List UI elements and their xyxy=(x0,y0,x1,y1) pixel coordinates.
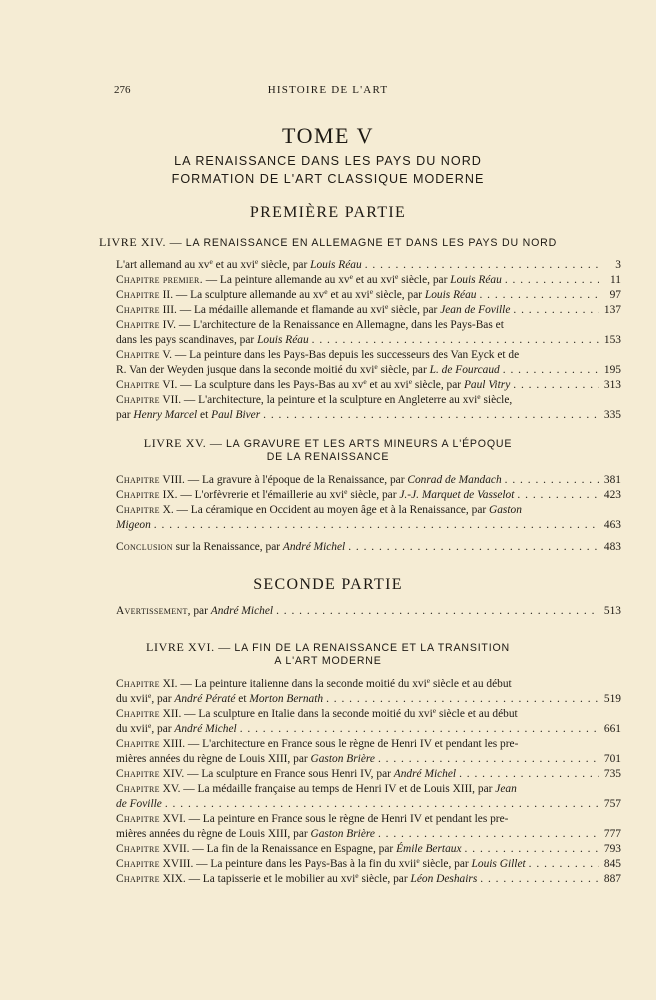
toc-entry-chapitre-1: Chapitre premier. — La peinture allemande au $xv^e$ et au xvi$^e$ siècle, par Louis Réau . . . 11 xyxy=(116,274,621,288)
chapter-label: Chapitre xyxy=(116,394,160,406)
livre-number: LIVRE XIV. — xyxy=(98,235,183,249)
livre-16-heading-line-2: A L'ART MODERNE xyxy=(274,655,382,667)
author: Migeon xyxy=(116,519,151,531)
author: Gaston Brière xyxy=(310,828,375,840)
author: Louis Réau xyxy=(310,259,362,271)
toc-entry-chapitre-5: Chapitre V. — La peinture dans les Pays-Bas depuis les successeurs des Van Eyck et de R. Van der Weyden jusque dans la seconde moitié du xvi$^e$ siècle, par L. de Fourcaud . . . 195 xyxy=(116,349,621,378)
tome-subtitle-2: FORMATION DE L'ART CLASSIQUE MODERNE xyxy=(171,172,485,186)
leader-dots xyxy=(263,409,599,423)
leader-dots xyxy=(165,798,599,812)
leader-dots xyxy=(378,753,599,767)
livre-14-heading xyxy=(0,235,656,250)
leader-dots xyxy=(529,858,599,872)
page-ref: 313 xyxy=(603,379,621,391)
page-ref: 735 xyxy=(603,768,621,780)
leader-dots xyxy=(326,693,599,707)
chapter-label: Chapitre xyxy=(116,843,160,855)
author: Jean de Foville xyxy=(440,304,511,316)
page-ref: 3 xyxy=(615,259,621,271)
toc-entry-chapitre-13: Chapitre XIII. — L'architecture en France sous le règne de Henri IV et pendant les pre- mières années du règne de Louis XIII, par Gaston Brière . . . 701 xyxy=(116,738,621,767)
toc-entry-chapitre-10: Chapitre X. — La céramique en Occident au moyen âge et à la Renaissance, par Gaston Migeon . . . 463 xyxy=(116,504,621,533)
chapter-label: Chapitre xyxy=(116,319,160,331)
author: André Michel xyxy=(393,768,457,780)
author: Paul Biver xyxy=(211,409,261,421)
toc-entry-chapitre-11: Chapitre XI. — La peinture italienne dans la seconde moitié du xvi$^e$ siècle et au début du xvii$^e$, par André Pératé et Morton Bernath . . . 519 xyxy=(116,678,621,707)
page-ref: 793 xyxy=(603,843,621,855)
part-1-heading: PREMIÈRE PARTIE xyxy=(249,204,407,221)
author: Émile Bertaux xyxy=(396,843,462,855)
leader-dots xyxy=(378,828,599,842)
page-ref: 381 xyxy=(603,474,621,486)
toc-entry-chapitre-8: Chapitre VIII. — La gravure à l'époque de la Renaissance, par Conrad de Mandach . . . 381 xyxy=(116,474,621,488)
chapter-label: Chapitre xyxy=(116,504,160,516)
page-ref: 463 xyxy=(603,519,621,531)
toc-entry-chapitre-6: Chapitre VI. — La sculpture dans les Pays-Bas au $xv^e$ et au xvi$^e$ siècle, par Paul Vitry . . . 313 xyxy=(116,379,621,393)
toc-entry-chapitre-17: Chapitre XVII. — La fin de la Renaissance en Espagne, par Émile Bertaux . . . 793 xyxy=(116,843,621,857)
tome-subtitle-1: LA RENAISSANCE DANS LES PAYS DU NORD xyxy=(174,154,482,168)
toc-entry-chapitre-9: Chapitre IX. — L'orfèvrerie et l'émaillerie au xvi$^e$ siècle, par J.-J. Marquet de Vasselot . . . 423 xyxy=(116,489,621,503)
author: Louis Réau xyxy=(257,334,309,346)
author: Conrad de Mandach xyxy=(407,474,502,486)
livre-number: LIVRE XV. — xyxy=(143,436,223,450)
toc-entry-chapitre-19: Chapitre XIX. — La tapisserie et le mobilier au xvi$^e$ siècle, par Léon Deshairs . . . 887 xyxy=(116,873,621,887)
chapter-label: Chapitre xyxy=(116,678,160,690)
chapter-label: Chapitre xyxy=(116,738,160,750)
chapter-label: Chapitre xyxy=(116,379,160,391)
running-title: HISTOIRE DE L'ART xyxy=(267,84,389,96)
toc-entry-chapitre-4: Chapitre IV. — L'architecture de la Renaissance en Allemagne, dans les Pays-Bas et dans les pays scandinaves, par Louis Réau . . . 153 xyxy=(116,319,621,348)
chapter-label: Chapitre premier. xyxy=(116,274,203,286)
author: Paul Vitry xyxy=(463,379,511,391)
page-ref: 513 xyxy=(603,605,621,617)
leader-dots xyxy=(480,873,599,887)
page-number: 276 xyxy=(114,84,131,96)
author: Morton Bernath xyxy=(249,693,324,705)
page-ref: 777 xyxy=(603,828,621,840)
leader-dots xyxy=(365,259,599,273)
livre-title: LA RENAISSANCE EN ALLEMAGNE ET DANS LES PAYS DU NORD xyxy=(185,237,558,249)
chapter-label: Chapitre xyxy=(116,349,160,361)
toc-entry-chapitre-7: Chapitre VII. — L'architecture, la peinture et la sculpture en Angleterre au xvi$^e$ siècle, par Henry Marcel et Paul Biver . . . 335 xyxy=(116,394,621,423)
leader-dots xyxy=(348,541,599,555)
chapter-label: Chapitre xyxy=(116,304,160,316)
livre-number: LIVRE XVI. — xyxy=(146,640,231,654)
author: André Michel xyxy=(210,605,274,617)
chapter-label: Chapitre xyxy=(116,858,160,870)
leader-dots xyxy=(505,474,599,488)
chapter-label: Chapitre xyxy=(116,708,160,720)
page-ref: 483 xyxy=(603,541,621,553)
author: Louis Réau xyxy=(424,289,477,301)
author: Louis Réau xyxy=(450,274,502,286)
page-ref: 97 xyxy=(609,289,621,301)
toc-entry-avertissement: Avertissement, par André Michel . . . 513 xyxy=(116,605,621,619)
toc-entry-chapitre-12: Chapitre XII. — La sculpture en Italie dans la seconde moitié du xvi$^e$ siècle et au début du xvii$^e$, par André Michel . . . 661 xyxy=(116,708,621,737)
author: Gaston Brière xyxy=(310,753,375,765)
page-ref: 661 xyxy=(603,723,621,735)
chapter-label: Chapitre xyxy=(116,813,160,825)
page-ref: 757 xyxy=(603,798,621,810)
toc-entry-chapitre-3: Chapitre III. — La médaille allemande et flamande au xvi$^e$ siècle, par Jean de Foville . . . 137 xyxy=(116,304,621,318)
leader-dots xyxy=(459,768,599,782)
toc-entry-chapitre-15: Chapitre XV. — La médaille française au temps de Henri IV et de Louis XIII, par Jean de Foville . . . 757 xyxy=(116,783,621,812)
author: André Michel xyxy=(282,541,346,553)
author: André Pératé xyxy=(174,693,236,705)
toc-entry-chapitre-14: Chapitre XIV. — La sculpture en France sous Henri IV, par André Michel . . . 735 xyxy=(116,768,621,782)
page-ref: 887 xyxy=(603,873,621,885)
toc-entry-chapitre-2: Chapitre II. — La sculpture allemande au $xv^e$ et au xvi$^e$ siècle, par Louis Réau . . . 97 xyxy=(116,289,621,303)
page-ref: 423 xyxy=(603,489,621,501)
leader-dots xyxy=(479,289,599,303)
author: Henry Marcel xyxy=(133,409,198,421)
author: Louis Gillet xyxy=(471,858,526,870)
page-ref: 195 xyxy=(603,364,621,376)
livre-15-heading-line-2: DE LA RENAISSANCE xyxy=(266,451,390,463)
leader-dots xyxy=(154,519,599,533)
livre-title: LA GRAVURE ET LES ARTS MINEURS A L'ÉPOQUE xyxy=(225,438,513,450)
chapter-label: Chapitre xyxy=(116,474,160,486)
part-2-heading: SECONDE PARTIE xyxy=(253,576,403,593)
page-ref: 845 xyxy=(603,858,621,870)
author: J.-J. Marquet de Vasselot xyxy=(399,489,515,501)
chapter-label: Chapitre xyxy=(116,873,160,885)
chapter-label: Avertissement xyxy=(116,605,188,617)
toc-entry-chapitre-16: Chapitre XVI. — La peinture en France sous le règne de Henri IV et pendant les pre- mières années du règne de Louis XIII, par Gaston Brière . . . 777 xyxy=(116,813,621,842)
author: Gaston xyxy=(489,504,522,516)
livre-15-heading xyxy=(0,436,656,451)
author: L. de Fourcaud xyxy=(429,364,500,376)
leader-dots xyxy=(240,723,599,737)
author: Léon Deshairs xyxy=(410,873,478,885)
author: André Michel xyxy=(174,723,237,735)
leader-dots xyxy=(517,489,599,503)
leader-dots xyxy=(503,364,599,378)
page-ref: 137 xyxy=(603,304,621,316)
running-header xyxy=(0,84,656,98)
livre-16-heading xyxy=(0,640,656,655)
livre-title: LA FIN DE LA RENAISSANCE ET LA TRANSITION xyxy=(234,642,510,654)
tome-title: TOME V xyxy=(282,123,374,148)
leader-dots xyxy=(513,379,599,393)
leader-dots xyxy=(312,334,599,348)
page-ref: 519 xyxy=(603,693,621,705)
leader-dots xyxy=(513,304,599,318)
toc-entry-conclusion: Conclusion sur la Renaissance, par André Michel . . . 483 xyxy=(116,541,621,555)
chapter-label: Chapitre xyxy=(116,289,160,301)
leader-dots xyxy=(505,274,599,288)
page-ref: 335 xyxy=(603,409,621,421)
toc-entry-chapitre-18: Chapitre XVIII. — La peinture dans les Pays-Bas à la fin du xvii$^e$ siècle, par Louis Gillet . . . 845 xyxy=(116,858,621,872)
page-ref: 11 xyxy=(610,274,621,286)
author: Jean xyxy=(495,783,517,795)
leader-dots xyxy=(465,843,599,857)
chapter-label: Chapitre xyxy=(116,783,160,795)
toc-entry-intro: L'art allemand au $xv^e$ et au xvi$^e$ siècle, par Louis Réau . . . 3 xyxy=(116,259,621,273)
leader-dots xyxy=(276,605,599,619)
chapter-label: Conclusion xyxy=(116,541,173,553)
author: de Foville xyxy=(116,798,162,810)
chapter-label: Chapitre xyxy=(116,768,160,780)
chapter-label: Chapitre xyxy=(116,489,160,501)
page-ref: 701 xyxy=(603,753,621,765)
page-ref: 153 xyxy=(603,334,621,346)
